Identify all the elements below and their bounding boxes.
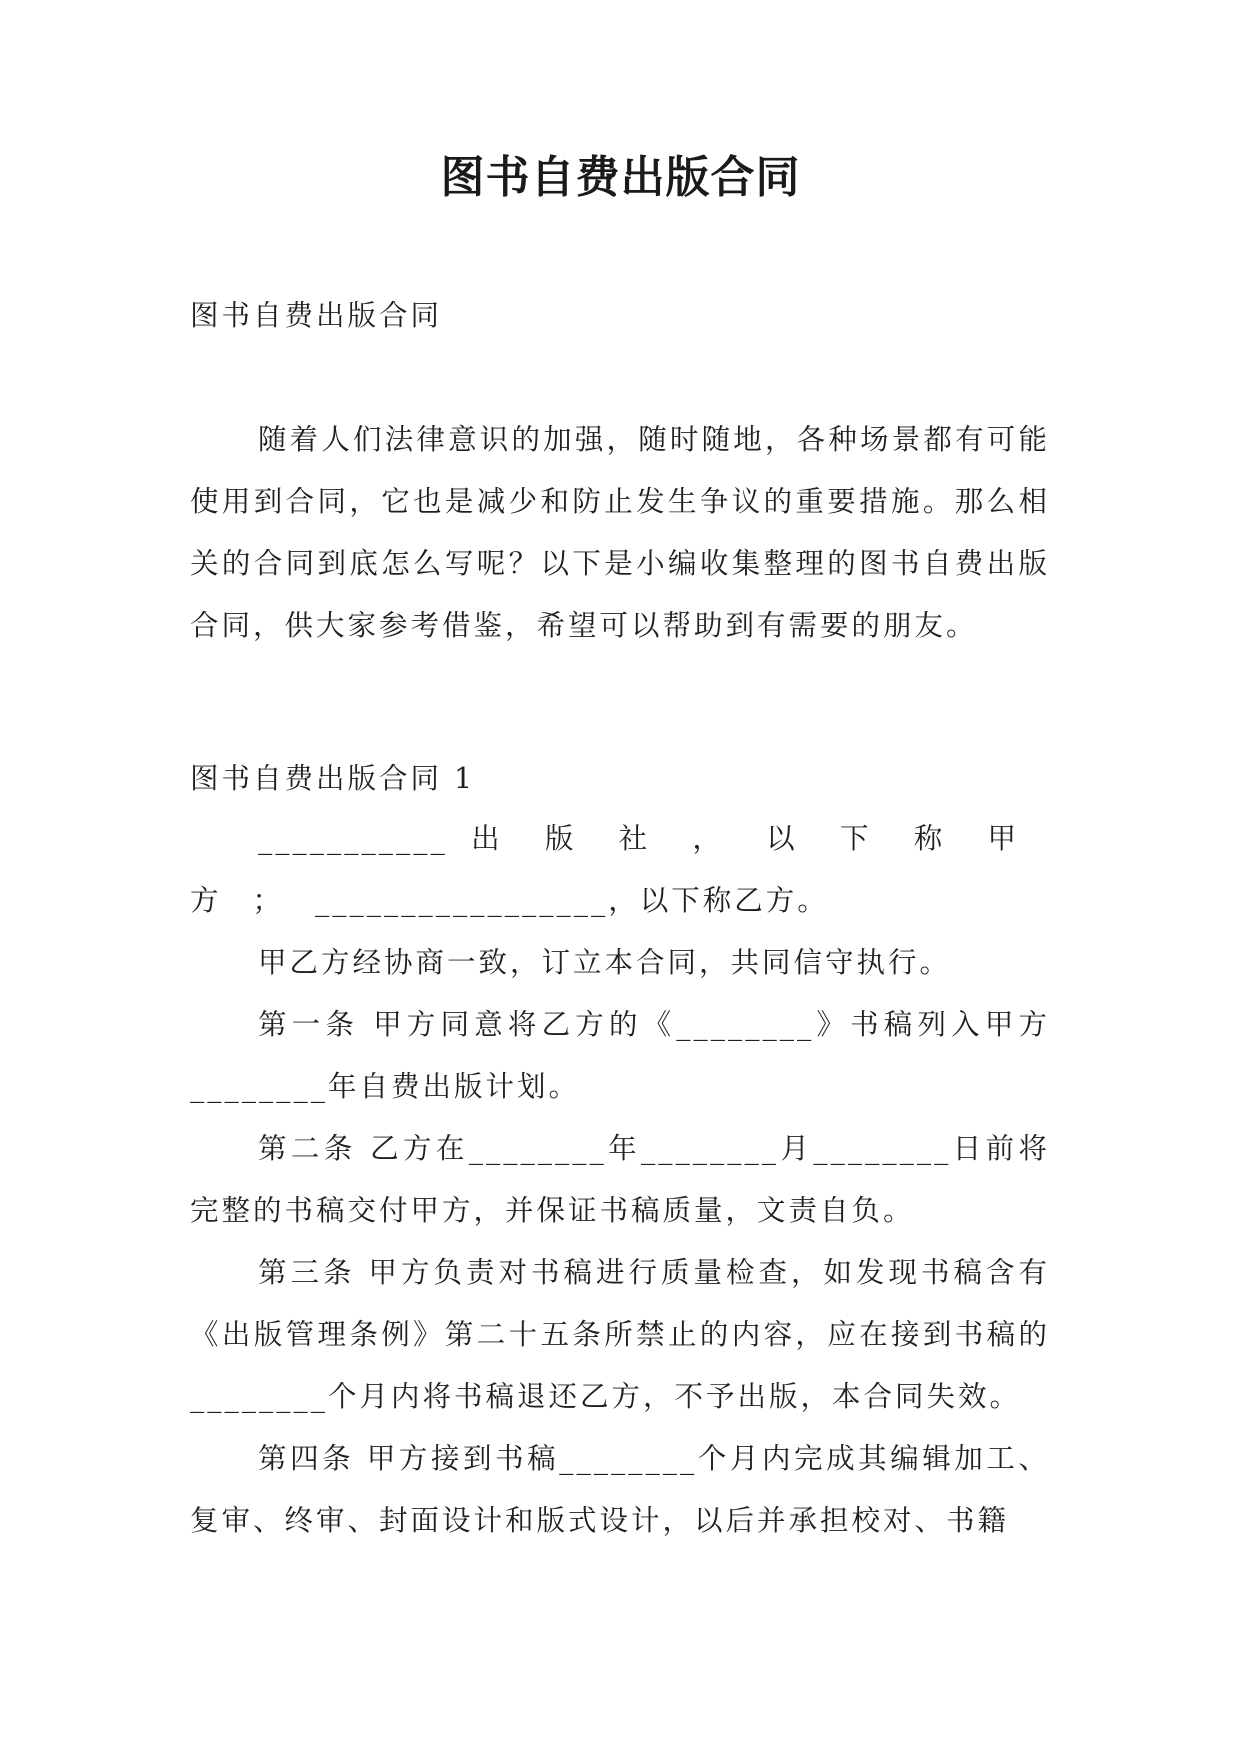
agreement-paragraph: 甲乙方经协商一致，订立本合同，共同信守执行。: [258, 946, 952, 979]
contract-body: [190, 808, 1050, 1552]
parties-paragraph: [190, 808, 1050, 932]
article-2: 第二条 乙方在________年________月________日前将完整的书稿交付甲方，并保证书稿质量，文责自负。: [190, 1132, 1050, 1227]
section-title: 图书自费出版合同 1: [190, 762, 476, 795]
document-subtitle: 图书自费出版合同: [190, 299, 443, 332]
article-1: 第一条 甲方同意将乙方的《________》书稿列入甲方________年自费出版计划。: [190, 1008, 1050, 1103]
article-4: 第四条 甲方接到书稿________个月内完成其编辑加工、复审、终审、封面设计和版式设计，以后并承担校对、书籍: [190, 1442, 1050, 1537]
article-3: 第三条 甲方负责对书稿进行质量检查，如发现书稿含有《出版管理条例》第二十五条所禁止的内容，应在接到书稿的________个月内将书稿退还乙方，不予出版，本合同失效。: [190, 1256, 1050, 1413]
blank-party-b: _________________: [315, 884, 609, 917]
document-title: 图书自费出版合同: [440, 152, 801, 203]
party-a-label: 出版社，以下称甲方；: [190, 822, 1050, 917]
intro-paragraph: 随着人们法律意识的加强，随时随地，各种场景都有可能使用到合同，它也是减少和防止发生争议的重要措施。那么相关的合同到底怎么写呢？以下是小编收集整理的图书自费出版合同，供大家参考借鉴，希望可以帮助到有需要的朋友。: [190, 423, 1050, 642]
party-b-label: ，以下称乙方。: [608, 884, 829, 917]
blank-party-a: ___________: [258, 822, 448, 855]
